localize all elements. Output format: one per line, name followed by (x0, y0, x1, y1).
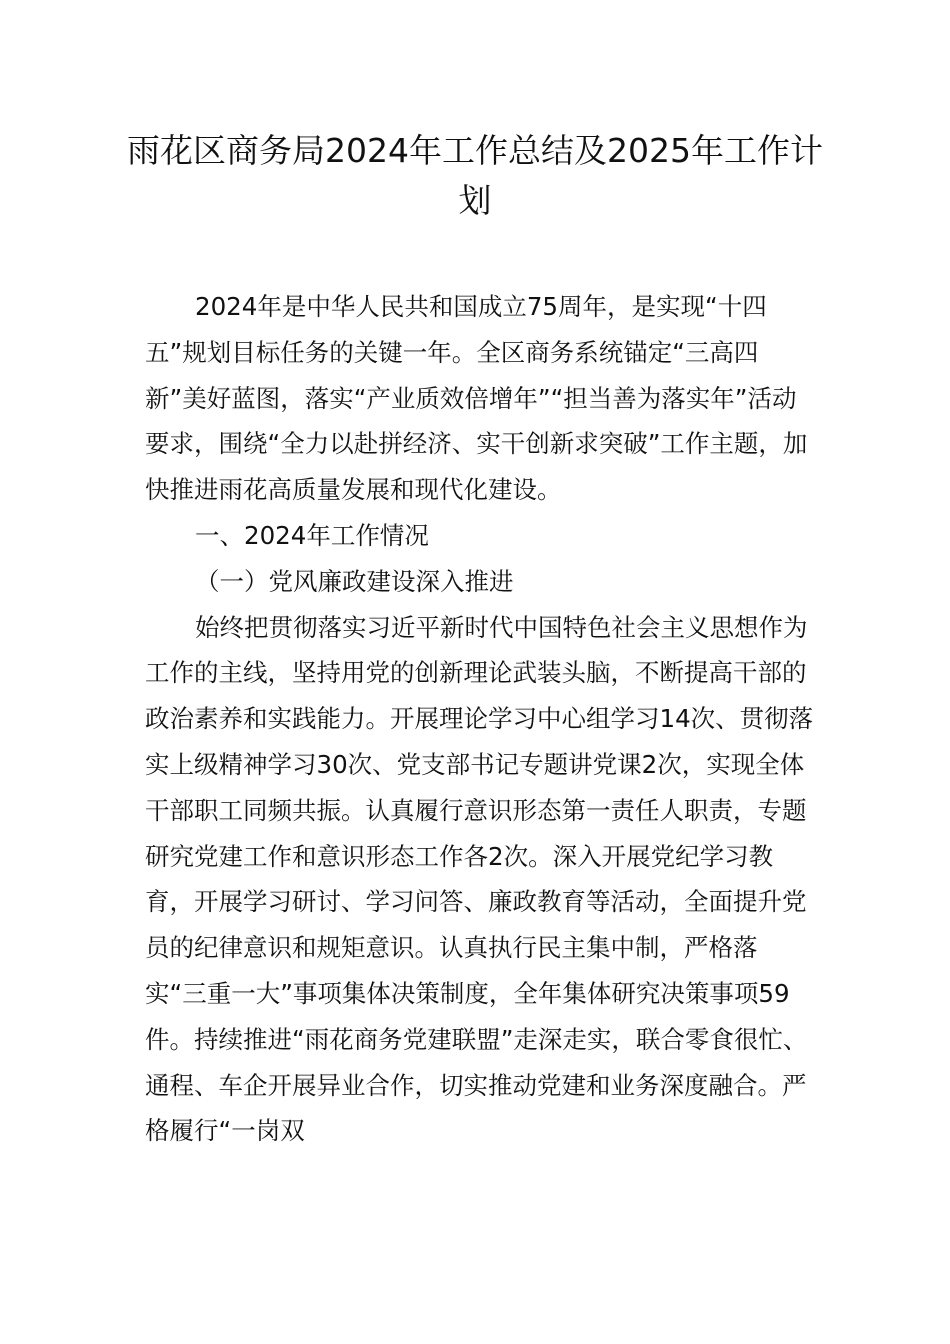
document-body (145, 284, 815, 1154)
body-paragraph: 始终把贯彻落实习近平新时代中国特色社会主义思想作为工作的主线，坚持用党的创新理论武装头脑，不断提高干部的政治素养和实践能力。开展理论学习中心组学习14次、贯彻落实上级精神学习30次、党支部书记专题讲党课2次，实现全体干部职工同频共振。认真履行意识形态第一责任人职责，专题研究党建工作和意识形态工作各2次。深入开展党纪学习教育，开展学习研讨、学习问答、廉政教育等活动，全面提升党员的纪律意识和规矩意识。认真执行民主集中制，严格落实“三重一大”事项集体决策制度，全年集体研究决策事项59件。持续推进“雨花商务党建联盟”走深走实，联合零食很忙、通程、车企开展异业合作，切实推动党建和业务深度融合。严格履行“一岗双 (145, 612, 814, 1146)
intro-paragraph: 2024年是中华人民共和国成立75周年，是实现“十四五”规划目标任务的关键一年。全区商务系统锚定“三高四新”美好蓝图，落实“产业质效倍增年”“担当善为落实年”活动要求，围绕“全力以赴拼经济、实干创新求突破”工作主题，加快推进雨花高质量发展和现代化建设。 (145, 292, 808, 505)
section-heading: 一、2024年工作情况 (195, 520, 429, 550)
subsection-heading: （一）党风廉政建设深入推进 (195, 566, 514, 596)
document-title: 雨花区商务局2024年工作总结及2025年工作计划 (127, 131, 823, 220)
